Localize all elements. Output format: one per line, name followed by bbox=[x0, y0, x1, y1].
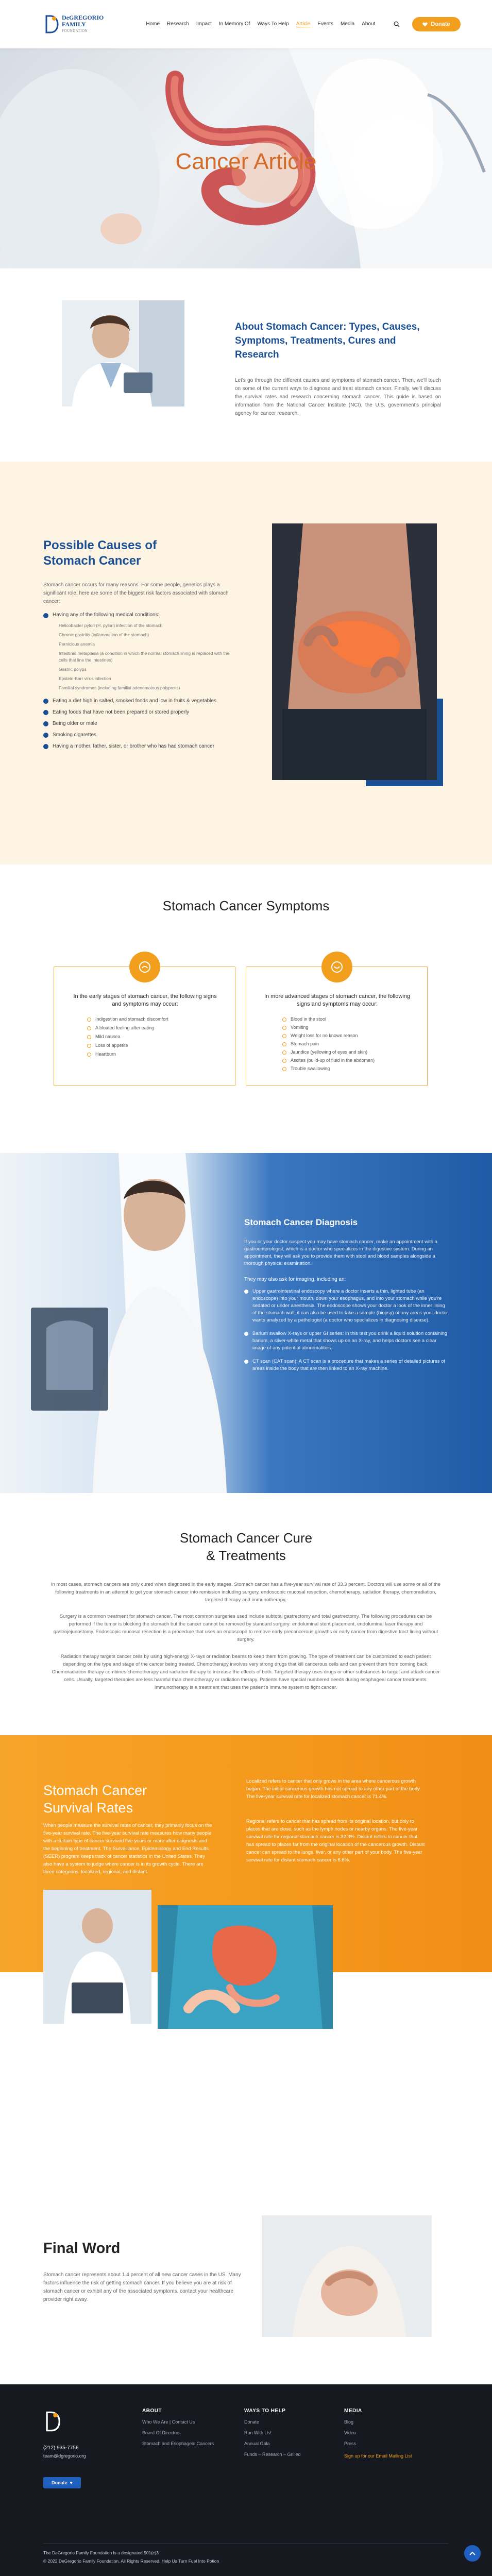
cure-section bbox=[0, 1493, 492, 1735]
symptom-text: Jaundice (yellowing of eyes and skin) bbox=[291, 1049, 368, 1055]
logo-line-1: DeGREGORIO bbox=[62, 13, 104, 21]
symptom-item bbox=[282, 1025, 375, 1030]
symptom-text: Indigestion and stomach discomfort bbox=[95, 1016, 168, 1022]
final-body: Stomach cancer represents about 1.4 percent of all new cancer cases in the US. Many factors influence the risk of getting stomach cancer. If you believe you are at risk of stomach cancer or exhibit any of the associated symptoms, contact your healthcare provider right away. bbox=[43, 2272, 241, 2302]
symptom-text: Blood in the stool bbox=[291, 1016, 327, 1022]
footer-donate-button[interactable] bbox=[43, 2477, 81, 2488]
symptom-item bbox=[282, 1049, 375, 1055]
footer-phone[interactable]: (212) 935-7756 bbox=[43, 2445, 79, 2451]
cure-p2: Surgery is a common treatment for stomach cancer. The most common surgeries used include subtotal gastrectomy and total gastrectomy. The following procedures can be performed if the tumor is blocking the stomach but the cancer cannot be removed by standard surgery: endoluminal stent placement, endoluminal laser therapy and gastrojejunostomy. Endoscopic mucosal resection is a procedure that uses an endoscope to remove early precancerous growths or early cancer from digestive tract lining without surgery. bbox=[53, 1614, 438, 1642]
bullet-icon bbox=[244, 1360, 248, 1364]
symptom-item bbox=[282, 1016, 375, 1022]
symptom-item bbox=[282, 1066, 375, 1071]
risk-text: Smoking cigarettes bbox=[53, 732, 97, 738]
footer-legal-1: The DeGregorio Family Foundation is a designated 501(c)3 bbox=[43, 2550, 159, 2555]
other-risk-list bbox=[43, 698, 234, 750]
donate-button[interactable] bbox=[412, 17, 460, 31]
hero-title: Cancer Article bbox=[175, 149, 317, 174]
chevron-up-icon bbox=[469, 2551, 476, 2555]
logo-line-2: FAMILY bbox=[62, 20, 86, 28]
conditions-sublist bbox=[43, 622, 234, 691]
bullet-icon bbox=[282, 1026, 286, 1030]
nav-ways-to-help[interactable]: Ways To Help bbox=[257, 21, 289, 27]
footer-link[interactable]: Annual Gala bbox=[244, 2441, 270, 2446]
footer-media-column bbox=[344, 2408, 412, 2459]
survival-title-line-2: Survival Rates bbox=[43, 1800, 133, 1816]
footer-about-title: ABOUT bbox=[142, 2408, 162, 2414]
symptom-item bbox=[87, 1043, 168, 1048]
early-symptoms-heading: In the early stages of stomach cancer, the following signs and symptoms may occur: bbox=[73, 993, 217, 1007]
final-word-section bbox=[0, 2142, 492, 2384]
about-title: About Stomach Cancer: Types, Causes, Symptoms, Treatments, Cures and Research bbox=[235, 321, 420, 360]
early-symptoms-card bbox=[54, 967, 235, 1086]
diagnosis-p1: If you or your doctor suspect you may have stomach cancer, make an appointment with a gastroenterologist, which is a doctor who specializes in the digestive system. During an appointment, they will ask you to provide them with stool and blood samples alongside a thorough physical examination. bbox=[244, 1239, 437, 1266]
footer-donate-label: Donate bbox=[52, 2480, 67, 2485]
causes-section bbox=[0, 462, 492, 865]
diagnosis-list bbox=[244, 1288, 450, 1379]
symptom-item bbox=[87, 1016, 168, 1022]
logo-icon bbox=[43, 14, 59, 35]
symptom-item bbox=[87, 1052, 168, 1057]
site-header bbox=[0, 0, 492, 48]
digestive-system-photo bbox=[158, 1905, 333, 2029]
check-icon bbox=[43, 744, 48, 749]
survival-title bbox=[43, 1782, 147, 1817]
footer-link[interactable]: Board Of Directors bbox=[142, 2430, 181, 2435]
condition-item: Epstein-Barr virus infection bbox=[59, 676, 111, 681]
footer-link[interactable]: Stomach and Esophageal Cancers bbox=[142, 2441, 214, 2446]
stomach-pain-photo bbox=[272, 523, 437, 780]
footer-logo-icon bbox=[43, 2410, 61, 2433]
cure-title-line-2: & Treatments bbox=[206, 1548, 286, 1563]
hero-banner bbox=[0, 48, 492, 268]
condition-item: Chronic gastritis (inflammation of the stomach) bbox=[59, 632, 149, 637]
symptom-item bbox=[282, 1041, 375, 1046]
bullet-icon bbox=[87, 1026, 91, 1030]
nav-events[interactable]: Events bbox=[317, 21, 333, 27]
causes-intro: Stomach cancer occurs for many reasons. For some people, genetics plays a significant role; here are some of the biggest risk factors associated with stomach cancer: bbox=[43, 582, 229, 604]
about-section bbox=[0, 268, 492, 433]
bullet-icon bbox=[244, 1290, 248, 1294]
symptom-text: Weight loss for no known reason bbox=[291, 1033, 358, 1038]
newsletter-link[interactable]: Sign up for our Email Mailing List bbox=[344, 2453, 412, 2459]
risk-item bbox=[43, 709, 234, 716]
header-icons bbox=[394, 21, 400, 27]
bullet-icon bbox=[282, 1050, 286, 1055]
back-to-top-button[interactable] bbox=[464, 2545, 481, 2562]
diagnosis-item bbox=[244, 1288, 450, 1324]
footer-help-column bbox=[244, 2408, 301, 2457]
symptom-text: A bloated feeling after eating bbox=[95, 1025, 155, 1030]
search-icon[interactable] bbox=[394, 21, 400, 27]
bullet-icon bbox=[87, 1053, 91, 1057]
woman-stomach-photo bbox=[262, 2215, 432, 2337]
bullet-icon bbox=[282, 1018, 286, 1022]
nav-impact[interactable]: Impact bbox=[196, 21, 212, 27]
bullet-icon bbox=[282, 1067, 286, 1071]
risk-item bbox=[43, 720, 234, 727]
nav-research[interactable]: Research bbox=[167, 21, 189, 27]
risk-text: Eating foods that have not been prepared or stored properly bbox=[53, 709, 190, 715]
symptom-text: Ascites (build-up of fluid in the abdomen) bbox=[291, 1058, 375, 1063]
check-icon bbox=[43, 699, 48, 704]
condition-item: Gastric polyps bbox=[59, 667, 87, 672]
diagnosis-item-text: Barium swallow X-rays or upper GI series: in this test you drink a liquid solution containing barium, a silver-white metal that shows up on an X-ray, and helps doctors see a clear image of any potential abnormalities. bbox=[252, 1331, 448, 1351]
risk-item bbox=[43, 698, 234, 705]
nav-home[interactable]: Home bbox=[146, 21, 160, 27]
advanced-symptoms-icon bbox=[321, 952, 352, 982]
bullet-icon bbox=[87, 1044, 91, 1048]
check-icon bbox=[43, 710, 48, 715]
symptoms-title: Stomach Cancer Symptoms bbox=[162, 898, 330, 913]
symptom-text: Stomach pain bbox=[291, 1041, 319, 1046]
risk-text: Being older or male bbox=[53, 721, 97, 726]
advanced-symptoms-card bbox=[246, 967, 428, 1086]
cure-title-line-1: Stomach Cancer Cure bbox=[179, 1530, 313, 1546]
symptom-item bbox=[282, 1033, 375, 1038]
footer-about-column bbox=[142, 2408, 214, 2446]
cure-p1: In most cases, stomach cancers are only cured when diagnosed in the early stages. Stomach cancer has a five-year survival rate of 33.3 percent. Doctors will use some or all of the following treatments in an attempt to get your stomach cancer into remission including surgery, endoscopic mucosal resection, chemotherapy, radiation therapy, chemoradiation, targeted therapy and immunotherapy. bbox=[50, 1582, 441, 1603]
symptom-text: Loss of appetite bbox=[95, 1043, 128, 1048]
diagnosis-section bbox=[0, 1153, 492, 1493]
survival-right-text-2: Regional refers to cancer that has spread from its original location, but only to places that are close, such as the lymph nodes or nearby organs. The five-year survival rate for regional stomach cancer is 32.3%. Distant refers to cancer that has spread to places far from the original location of the cancerous growth. Distant cancer can spread to the lungs, liver, or any other part of your body. The five-year survival rate for distant stomach cancer is 6.6%. bbox=[246, 1819, 425, 1863]
footer-link[interactable]: Donate bbox=[244, 2419, 260, 2425]
condition-item: Pernicious anemia bbox=[59, 641, 95, 647]
symptom-text: Mild nausea bbox=[95, 1034, 121, 1039]
footer-legal-2: © 2022 DeGregorio Family Foundation. All Rights Reserved. Help Us Turn Fuel Into Potion bbox=[43, 2558, 219, 2564]
diagnosis-item-text: Upper gastrointestinal endoscopy where a doctor inserts a thin, lighted tube (an endoscope) into your mouth, down your esophagus, and into your stomach while you're sedated or under anesthesia. The endoscope shows your doctor a look of the inner lining of the stomach wall; it can also be used to take a sample (biopsy) of any areas your doctor wants analyzed by a pathologist (a doctor who specializes in diagnosing disease). bbox=[252, 1289, 448, 1323]
footer-media-title: MEDIA bbox=[344, 2408, 362, 2414]
bullet-icon bbox=[244, 1332, 248, 1336]
survival-left-text: When people measure the survival rates of cancer, they primarily focus on the five-year survival rate. The five-year survival rate measures how many people with a certain type of cancer survived five years or more after diagnosis and the beginning of treatment. The Surveillance, Epidemiology and End Results (SEER) program keeps track of cancer statistics in the United States. They also have a system to judge where cancer is in its growth cycle. There are three categories: localized, regional, and distant. bbox=[43, 1823, 212, 1875]
footer-email[interactable]: team@dgregorio.org bbox=[43, 2453, 86, 2459]
final-title: Final Word bbox=[43, 2240, 121, 2257]
nav-in-memory[interactable]: In Memory Of bbox=[218, 21, 250, 27]
symptom-item bbox=[87, 1025, 168, 1030]
bullet-icon bbox=[87, 1035, 91, 1039]
risk-item bbox=[43, 743, 234, 750]
site-footer bbox=[0, 2384, 492, 2576]
risk-text: Having a mother, father, sister, or brother who has had stomach cancer bbox=[53, 743, 215, 749]
cure-p3: Radiation therapy targets cancer cells by using high-energy X-rays or radiation beams to keep them from growing. The type of treatment can be customized to each patient depending on the type and stage of the cancer being treated. Chemotherapy involves very strong drugs that kill cancerous cells and can prevent them from coming back. Chemoradiation therapy combines chemotherapy and radiation therapy to increase the effects of both. Targeted therapy uses drugs or other substances to target and attack cancer cells. Usually, targeted therapies are less harmful than chemotherapy or radiation therapy. Patients have special numbered needs during esophageal cancer treatments. Immunotherapy is a treatment that uses the patient's immune system to fight cancer. bbox=[52, 1654, 440, 1690]
bullet-icon bbox=[282, 1034, 286, 1038]
symptom-text: Heartburn bbox=[95, 1052, 116, 1057]
risk-item bbox=[43, 732, 234, 739]
survival-section bbox=[0, 1735, 492, 2142]
survival-title-line-1: Stomach Cancer bbox=[43, 1783, 147, 1798]
symptom-item bbox=[87, 1034, 168, 1039]
diagnosis-title: Stomach Cancer Diagnosis bbox=[244, 1217, 358, 1227]
nav-about[interactable]: About bbox=[362, 21, 376, 27]
footer-link[interactable]: Run With Us! bbox=[244, 2430, 272, 2435]
symptom-text: Vomiting bbox=[291, 1025, 309, 1030]
nav-article[interactable]: Article bbox=[296, 21, 311, 27]
early-symptoms-list bbox=[87, 1016, 168, 1060]
footer-help-title: WAYS TO HELP bbox=[244, 2408, 286, 2414]
advanced-symptoms-heading: In more advanced stages of stomach cancer, the following signs and symptoms may occur: bbox=[264, 993, 411, 1007]
doctor-laptop-photo bbox=[43, 1890, 151, 2024]
nav-media[interactable]: Media bbox=[340, 21, 355, 27]
check-icon bbox=[43, 613, 48, 618]
symptom-item bbox=[282, 1058, 375, 1063]
symptom-text: Trouble swallowing bbox=[291, 1066, 330, 1071]
condition-item: Helicobacter pylori (H. pylori) infection of the stomach bbox=[59, 623, 163, 628]
diagnosis-item bbox=[244, 1358, 450, 1372]
footer-link[interactable]: Video bbox=[344, 2430, 356, 2435]
footer-link[interactable]: Press bbox=[344, 2441, 357, 2446]
diagnosis-p2: They may also ask for imaging, including an: bbox=[244, 1277, 346, 1282]
diagnosis-item bbox=[244, 1330, 450, 1352]
check-icon bbox=[43, 721, 48, 726]
conditions-heading: Having any of the following medical conditions: bbox=[53, 612, 160, 618]
advanced-symptoms-list bbox=[282, 1016, 375, 1074]
condition-item: Intestinal metaplasia (a condition in which the normal stomach lining is replaced with the cells that line the intestines) bbox=[59, 651, 230, 663]
site-logo[interactable] bbox=[43, 14, 104, 35]
condition-item: Familial syndromes (including familial adenomatous polyposis) bbox=[59, 685, 180, 690]
early-symptoms-icon bbox=[129, 952, 160, 982]
conditions-list-head bbox=[43, 612, 234, 618]
bullet-icon bbox=[87, 1018, 91, 1022]
footer-link[interactable]: Blog bbox=[344, 2419, 354, 2425]
main-nav bbox=[146, 21, 375, 27]
symptoms-section bbox=[0, 865, 492, 1153]
logo-line-3: FOUNDATION bbox=[62, 28, 88, 33]
footer-link[interactable]: Who We Are | Contact Us bbox=[142, 2419, 195, 2425]
survival-right-text-1: Localized refers to cancer that only grows in the area where cancerous growth began. The initial cancerous growth has not spread to any other part of the body. The five-year survival rate for localized stomach cancer is 71.4%. bbox=[246, 1778, 421, 1800]
bullet-icon bbox=[282, 1042, 286, 1046]
doctor-xray-photo bbox=[0, 1153, 268, 1493]
risk-text: Eating a diet high in salted, smoked foods and low in fruits & vegetables bbox=[53, 698, 216, 704]
footer-logo[interactable] bbox=[43, 2410, 61, 2435]
diagnosis-item-text: CT scan (CAT scan): A CT scan is a procedure that makes a series of detailed pictures of areas inside the body that are then linked to an X-ray machine. bbox=[252, 1359, 446, 1371]
check-icon bbox=[43, 733, 48, 738]
cure-title bbox=[0, 1529, 492, 1564]
footer-link[interactable]: Funds – Research – Grilled bbox=[244, 2452, 301, 2457]
causes-title: Possible Causes of Stomach Cancer bbox=[43, 538, 157, 568]
causes-photo-frame bbox=[272, 523, 437, 780]
doctor-photo bbox=[62, 300, 184, 406]
heart-icon bbox=[422, 22, 428, 27]
logo-text bbox=[62, 14, 104, 35]
bullet-icon bbox=[282, 1059, 286, 1063]
donate-button-label: Donate bbox=[431, 21, 450, 27]
about-body: Let's go through the different causes and symptoms of stomach cancer. Then, we'll touch on some of the current ways to diagnose and treat stomach cancer. Finally, we'll discuss the survival rates and research concerning stomach cancer. This guide is based on information from the National Cancer Institute (NCI), the U.S. government's principal agency for cancer research. bbox=[235, 378, 441, 416]
footer-divider bbox=[43, 2543, 449, 2544]
conditions-list bbox=[43, 612, 234, 754]
heart-icon: ♥ bbox=[70, 2480, 73, 2485]
